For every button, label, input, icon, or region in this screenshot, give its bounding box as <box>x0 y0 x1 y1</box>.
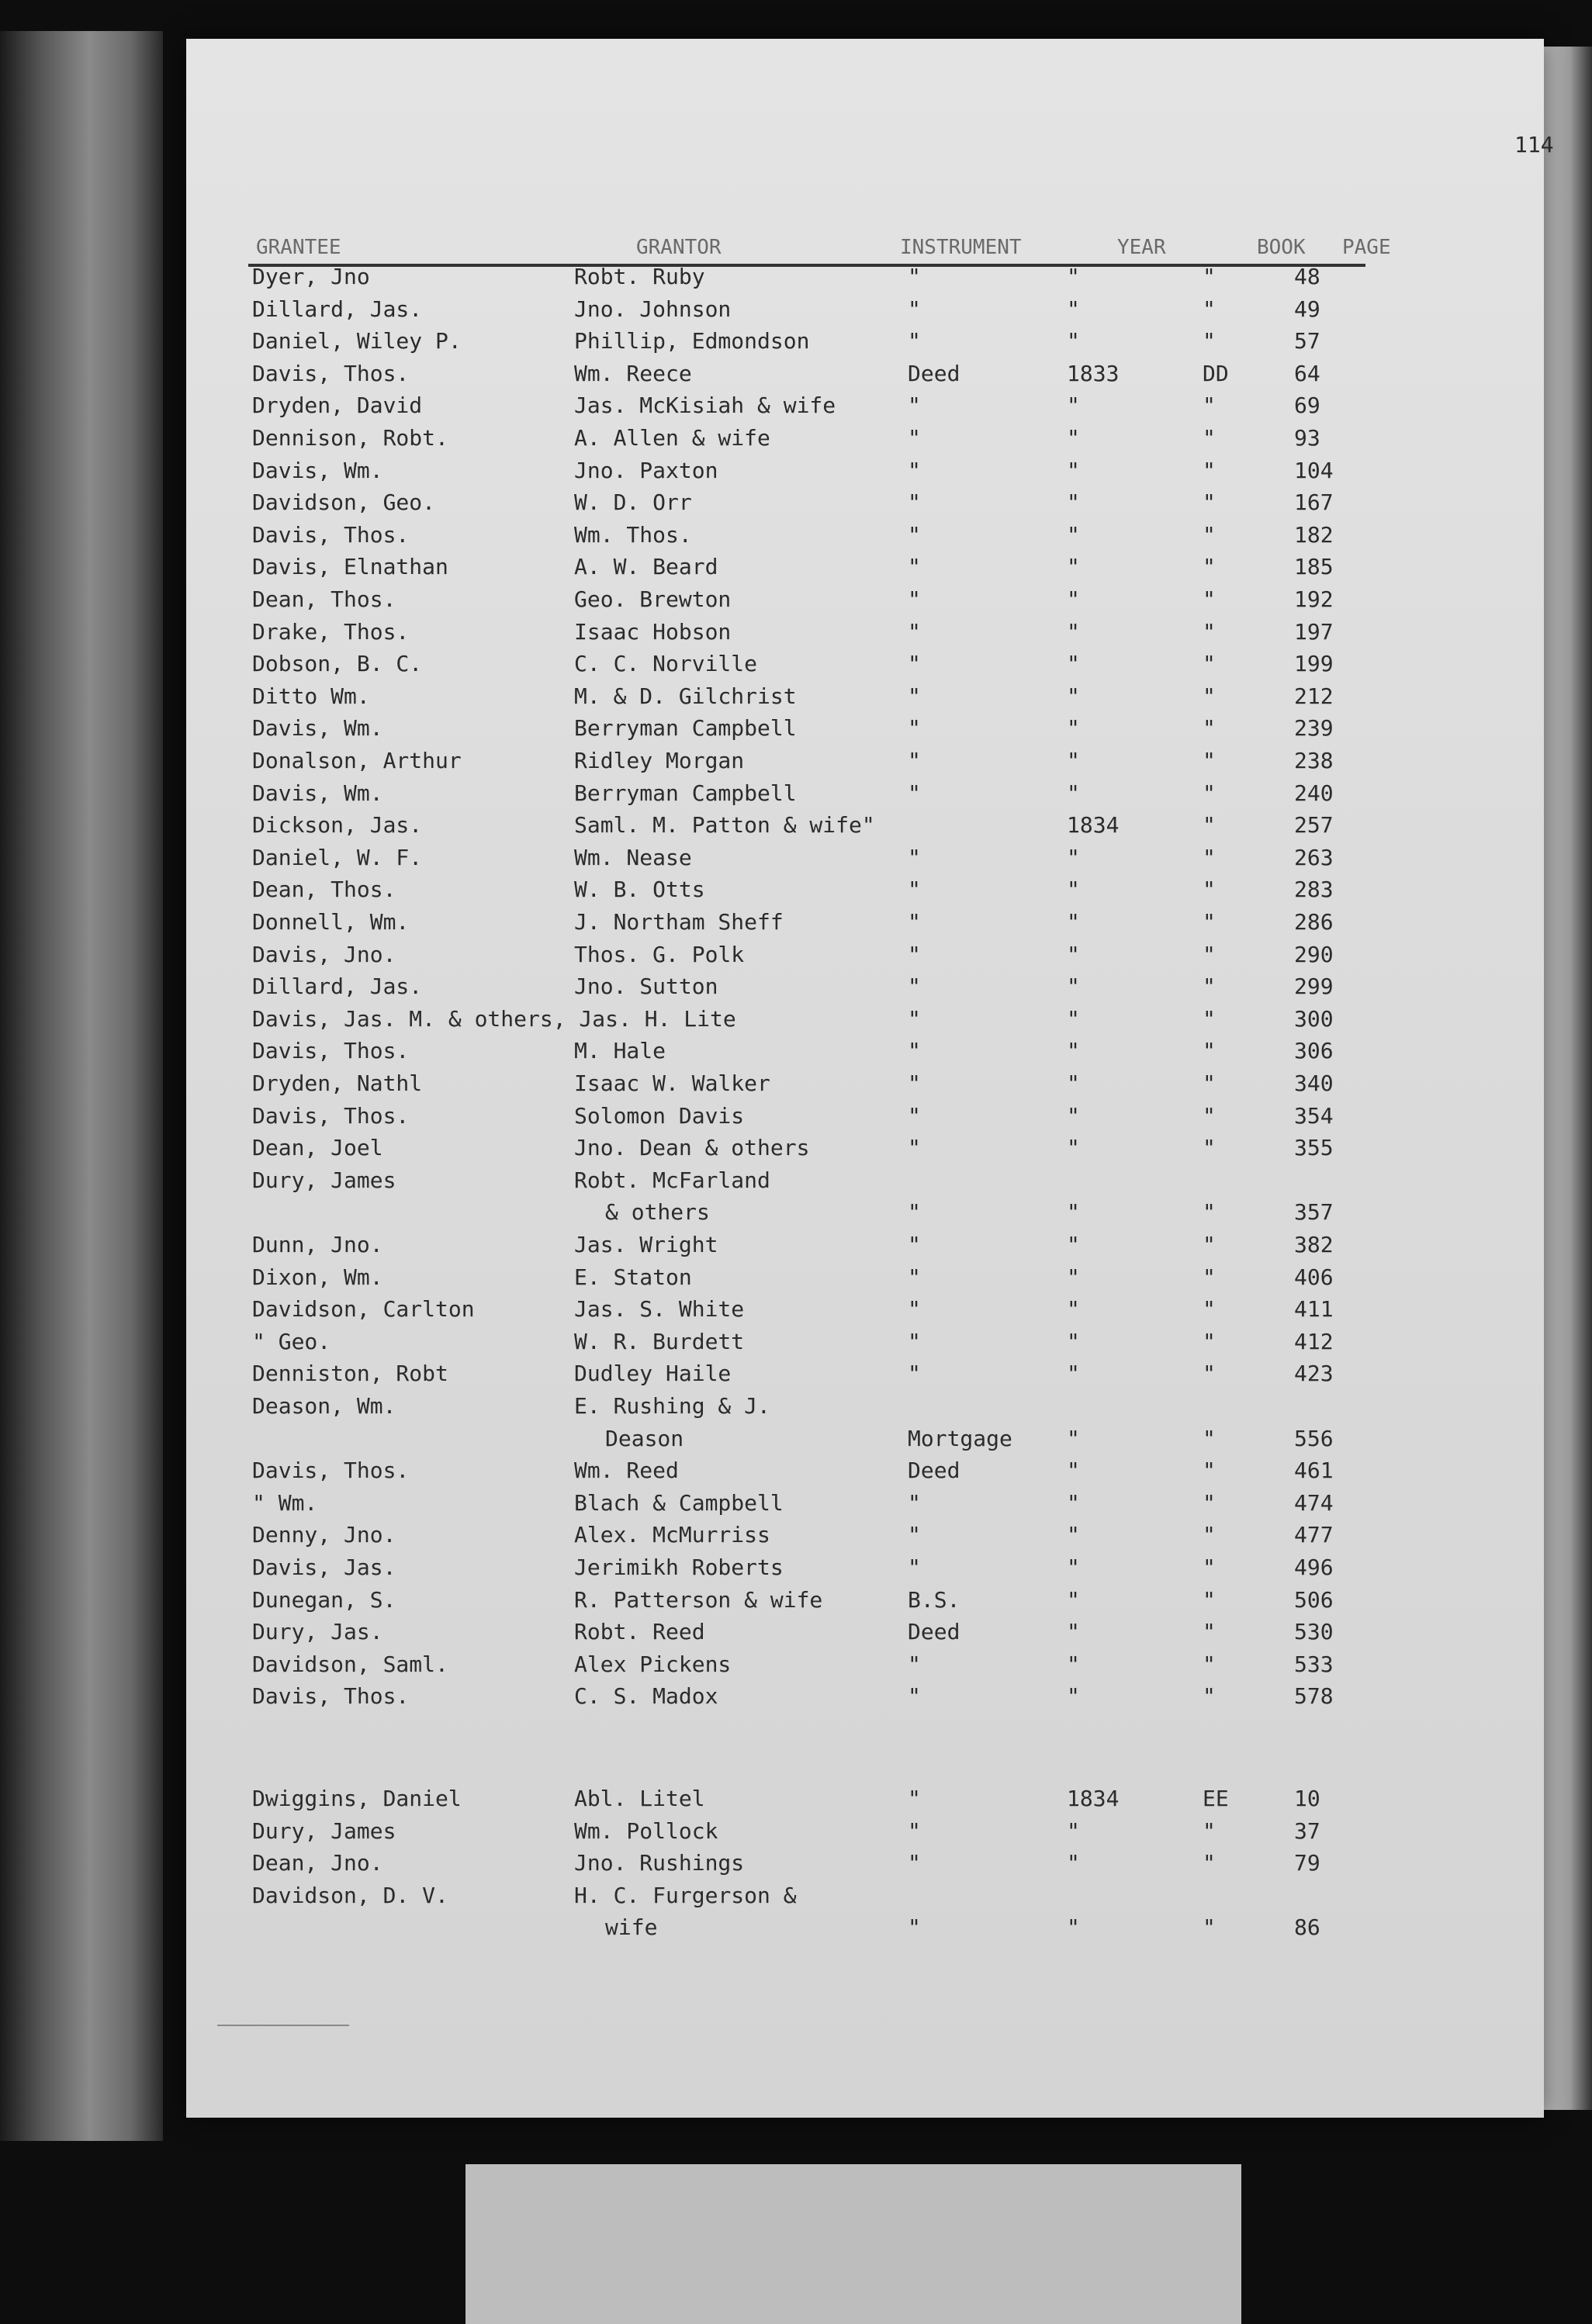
cell-grantor: Geo. Brewton <box>574 586 732 612</box>
cell-book: " <box>1203 844 1216 870</box>
cell-book: " <box>1203 877 1216 903</box>
cell-year: " <box>1067 521 1080 548</box>
cell-grantor: R. Patterson & wife <box>574 1586 823 1613</box>
cell-grantee: Davis, Thos. <box>252 521 410 548</box>
cell-instrument: Deed <box>908 1458 960 1484</box>
cell-grantor: Ridley Morgan <box>574 748 745 773</box>
cell-page: 64 <box>1294 360 1320 386</box>
cell-grantor: & others <box>605 1199 710 1226</box>
cell-page: 306 <box>1294 1038 1334 1064</box>
cell-year: " <box>1067 425 1080 451</box>
cell-instrument: " <box>908 1786 921 1811</box>
cell-page: 239 <box>1294 715 1334 742</box>
cell-grantor: Berryman Campbell <box>574 780 797 806</box>
cell-book: " <box>1203 425 1216 451</box>
cell-page: 197 <box>1294 618 1334 645</box>
cell-year: " <box>1067 1914 1080 1941</box>
cell-year: " <box>1067 1586 1080 1613</box>
cell-page: 299 <box>1294 974 1334 1000</box>
cell-year: " <box>1067 1850 1080 1876</box>
cell-grantor: H. C. Furgerson & <box>574 1882 797 1908</box>
cell-grantor: Jas. McKisiah & wife <box>574 393 836 419</box>
cell-instrument: " <box>908 1683 921 1710</box>
cell-instrument: " <box>908 618 921 645</box>
cell-page: 182 <box>1294 521 1334 548</box>
cell-book: " <box>1203 651 1216 677</box>
cell-instrument: " <box>908 1232 921 1257</box>
cell-grantee: Davis, Elnathan <box>252 554 448 580</box>
cell-grantee: Dennison, Robt. <box>252 425 448 451</box>
cell-page: 185 <box>1294 554 1334 580</box>
cell-page: 382 <box>1294 1232 1334 1257</box>
cell-grantee: Davis, Thos. <box>252 1038 410 1064</box>
cell-instrument: " <box>908 1005 921 1032</box>
cell-instrument: " <box>908 1914 921 1941</box>
cell-year: " <box>1067 1005 1080 1032</box>
cell-grantee: Davis, Thos. <box>252 1458 410 1484</box>
cell-grantor: W. B. Otts <box>574 877 705 903</box>
cell-book: " <box>1203 1264 1216 1290</box>
cell-page: 357 <box>1294 1199 1334 1226</box>
header-year: YEAR <box>1117 236 1166 259</box>
cell-instrument: " <box>908 715 921 742</box>
cell-page: 423 <box>1294 1361 1334 1387</box>
table-header <box>248 236 1391 267</box>
cell-year: " <box>1067 554 1080 580</box>
cell-grantor: M. & D. Gilchrist <box>574 683 797 709</box>
cell-page: 506 <box>1294 1586 1334 1613</box>
header-instrument: INSTRUMENT <box>900 236 1022 259</box>
cell-grantee: Davidson, Geo. <box>252 489 436 516</box>
cell-year: " <box>1067 1199 1080 1226</box>
cell-instrument: " <box>908 941 921 967</box>
cell-grantor: M. Hale <box>574 1038 666 1064</box>
cell-instrument: " <box>908 296 921 322</box>
cell-grantee: Davis, Wm. <box>252 780 383 806</box>
cell-instrument: " <box>908 1361 921 1387</box>
cell-book: " <box>1203 457 1216 483</box>
cell-book: " <box>1203 1425 1216 1451</box>
cell-page: 167 <box>1294 489 1334 516</box>
cell-grantor: Blach & Campbell <box>574 1489 784 1516</box>
cell-grantee: Dean, Joel <box>252 1135 383 1161</box>
page-number: 114 <box>1514 132 1554 157</box>
cell-page: 69 <box>1294 393 1320 419</box>
cell-book: " <box>1203 1199 1216 1226</box>
cell-year: " <box>1067 1651 1080 1677</box>
document-page <box>186 39 1554 2118</box>
cell-grantor: Deason <box>605 1425 684 1451</box>
cell-page: 496 <box>1294 1555 1334 1580</box>
cell-book: " <box>1203 974 1216 1000</box>
cell-book: " <box>1203 618 1216 645</box>
cell-instrument: " <box>908 393 921 419</box>
cell-grantee: Dobson, B. C. <box>252 651 423 677</box>
cell-instrument: " <box>908 844 921 870</box>
cell-instrument: " <box>908 425 921 451</box>
cell-year: " <box>1067 1232 1080 1257</box>
cell-instrument: " <box>908 877 921 903</box>
cell-year: " <box>1067 1264 1080 1290</box>
cell-grantor: E. Rushing & J. <box>574 1393 770 1419</box>
cell-grantor: Isaac Hobson <box>574 618 732 645</box>
cell-year: " <box>1067 1619 1080 1645</box>
cell-page: 86 <box>1294 1914 1320 1941</box>
cell-grantor: A. Allen & wife <box>574 425 770 451</box>
header-book: BOOK <box>1257 236 1306 259</box>
cell-instrument: " <box>908 457 921 483</box>
cell-page: 406 <box>1294 1264 1334 1290</box>
cell-instrument: " <box>908 328 921 354</box>
scanner-background <box>465 2164 1241 2324</box>
cell-grantee: Dean, Thos. <box>252 877 396 903</box>
cell-instrument: Deed <box>908 360 960 386</box>
cell-grantor: C. C. Norville <box>574 651 758 677</box>
cell-book: " <box>1203 715 1216 742</box>
cell-grantee: Drake, Thos. <box>252 618 410 645</box>
cell-year: " <box>1067 586 1080 612</box>
cell-book: " <box>1203 554 1216 580</box>
cell-grantor: Robt. Reed <box>574 1619 705 1645</box>
cell-year: " <box>1067 1296 1080 1323</box>
cell-year: " <box>1067 1102 1080 1129</box>
cell-instrument: " <box>908 1070 921 1096</box>
cell-book: " <box>1203 328 1216 354</box>
cell-year: 1833 <box>1067 360 1120 386</box>
cell-year: " <box>1067 748 1080 773</box>
cell-year: " <box>1067 1135 1080 1161</box>
cell-page: 300 <box>1294 1005 1334 1032</box>
cell-grantor: J. Northam Sheff <box>574 909 784 935</box>
cell-book: " <box>1203 1070 1216 1096</box>
cell-page: 93 <box>1294 425 1320 451</box>
cell-grantor: Jno. Rushings <box>574 1850 745 1876</box>
cell-page: 412 <box>1294 1328 1334 1354</box>
cell-page: 257 <box>1294 812 1334 839</box>
cell-page: 263 <box>1294 844 1334 870</box>
cell-page: 474 <box>1294 1489 1334 1516</box>
cell-book: " <box>1203 1328 1216 1354</box>
cell-instrument: " <box>908 651 921 677</box>
cell-instrument: B.S. <box>908 1586 960 1613</box>
cell-grantee: Davis, Wm. <box>252 715 383 742</box>
cell-grantee: Donalson, Arthur <box>252 748 462 773</box>
cell-grantor: Solomon Davis <box>574 1102 745 1129</box>
cell-book: " <box>1203 1458 1216 1484</box>
cell-page: 354 <box>1294 1102 1334 1129</box>
cell-instrument: " <box>908 264 921 289</box>
cell-grantee: Dunegan, S. <box>252 1586 396 1613</box>
cell-year: " <box>1067 780 1080 806</box>
cell-book: " <box>1203 1361 1216 1387</box>
cell-grantor: Jno. Johnson <box>574 296 732 322</box>
cell-year: " <box>1067 844 1080 870</box>
cell-grantee: Dwiggins, Daniel <box>252 1786 462 1811</box>
cell-grantor: Alex Pickens <box>574 1651 732 1677</box>
cell-grantor: Jno. Sutton <box>574 974 718 1000</box>
cell-grantor: Wm. Reed <box>574 1458 679 1484</box>
cell-year: " <box>1067 941 1080 967</box>
cell-year: " <box>1067 1425 1080 1451</box>
cell-grantee: Dury, James <box>252 1167 396 1193</box>
cell-page: 212 <box>1294 683 1334 709</box>
cell-instrument: " <box>908 1264 921 1290</box>
cell-grantee: Davis, Thos. <box>252 1102 410 1129</box>
cell-page: 199 <box>1294 651 1334 677</box>
cell-year: " <box>1067 1817 1080 1844</box>
cell-grantee: " Geo. <box>252 1328 331 1354</box>
cell-year: " <box>1067 1522 1080 1548</box>
cell-page: 283 <box>1294 877 1334 903</box>
cell-page: 578 <box>1294 1683 1334 1710</box>
cell-grantor: Wm. Nease <box>574 844 692 870</box>
cell-book: " <box>1203 296 1216 322</box>
cell-grantor: A. W. Beard <box>574 554 718 580</box>
cell-grantee: Davis, Jno. <box>252 941 396 967</box>
cell-page: 556 <box>1294 1425 1334 1451</box>
cell-grantor: W. R. Burdett <box>574 1328 745 1354</box>
cell-grantee: Dyer, Jno <box>252 264 370 289</box>
cell-book: " <box>1203 812 1216 839</box>
cell-instrument: " <box>908 748 921 773</box>
header-page: PAGE <box>1342 236 1391 259</box>
cell-book: EE <box>1203 1786 1229 1811</box>
cell-year: 1834 <box>1067 1786 1120 1811</box>
adjacent-page-strip <box>0 31 163 2141</box>
cell-grantor: Robt. McFarland <box>574 1167 770 1193</box>
cell-instrument: " <box>908 1038 921 1064</box>
cell-grantor: W. D. Orr <box>574 489 692 516</box>
cell-grantor: Wm. Reece <box>574 360 692 386</box>
cell-page: 48 <box>1294 264 1320 289</box>
cell-page: 286 <box>1294 909 1334 935</box>
cell-year: " <box>1067 1070 1080 1096</box>
cell-instrument: " <box>908 1651 921 1677</box>
cell-instrument: " <box>908 1817 921 1844</box>
cell-book: " <box>1203 1683 1216 1710</box>
cell-grantor: wife <box>605 1914 658 1941</box>
cell-instrument: " <box>908 586 921 612</box>
cell-book: " <box>1203 1489 1216 1516</box>
cell-page: 79 <box>1294 1850 1320 1876</box>
cell-grantee: Davidson, Carlton <box>252 1296 475 1323</box>
cell-grantee: Daniel, W. F. <box>252 844 423 870</box>
cell-grantor: Dudley Haile <box>574 1361 732 1387</box>
cell-book: " <box>1203 264 1216 289</box>
cell-grantor: Jno. Paxton <box>574 457 718 483</box>
bottom-divider <box>217 2025 349 2026</box>
cell-book: " <box>1203 1005 1216 1032</box>
cell-book: " <box>1203 1232 1216 1257</box>
cell-year: " <box>1067 618 1080 645</box>
cell-book: " <box>1203 1651 1216 1677</box>
cell-book: " <box>1203 1619 1216 1645</box>
cell-book: " <box>1203 1102 1216 1129</box>
cell-grantee: Dickson, Jas. <box>252 812 423 839</box>
cell-grantor: Phillip, Edmondson <box>574 328 810 354</box>
cell-instrument: " <box>908 1489 921 1516</box>
cell-instrument: Deed <box>908 1619 960 1645</box>
cell-year: " <box>1067 1038 1080 1064</box>
header-grantor: GRANTOR <box>636 236 722 259</box>
cell-instrument: Mortgage <box>908 1425 1012 1451</box>
cell-grantee: Donnell, Wm. <box>252 909 410 935</box>
cell-year: " <box>1067 1489 1080 1516</box>
cell-year: " <box>1067 715 1080 742</box>
cell-grantee: Dean, Jno. <box>252 1850 383 1876</box>
cell-grantor: Alex. McMurriss <box>574 1522 770 1548</box>
cell-grantee: Dryden, David <box>252 393 423 419</box>
cell-grantor: Wm. Pollock <box>574 1817 718 1844</box>
cell-page: 240 <box>1294 780 1334 806</box>
cell-instrument: " <box>908 1199 921 1226</box>
cell-year: " <box>1067 296 1080 322</box>
cell-page: 411 <box>1294 1296 1334 1323</box>
cell-page: 49 <box>1294 296 1320 322</box>
cell-grantee: Denniston, Robt <box>252 1361 448 1387</box>
cell-instrument: " <box>908 780 921 806</box>
cell-book: " <box>1203 1296 1216 1323</box>
cell-year: " <box>1067 489 1080 516</box>
cell-grantor: Abl. Litel <box>574 1786 705 1811</box>
cell-year: " <box>1067 1328 1080 1354</box>
cell-year: " <box>1067 909 1080 935</box>
cell-page: 192 <box>1294 586 1334 612</box>
cell-year: " <box>1067 328 1080 354</box>
cell-instrument: " <box>908 1296 921 1323</box>
cell-grantee: Ditto Wm. <box>252 683 370 709</box>
cell-year: " <box>1067 651 1080 677</box>
cell-book: " <box>1203 1817 1216 1844</box>
cell-book: " <box>1203 941 1216 967</box>
cell-page: 10 <box>1294 1786 1320 1811</box>
cell-grantee: Dury, Jas. <box>252 1619 383 1645</box>
cell-grantor: Robt. Ruby <box>574 264 705 289</box>
cell-book: " <box>1203 683 1216 709</box>
cell-instrument: " <box>908 909 921 935</box>
cell-page: 355 <box>1294 1135 1334 1161</box>
cell-instrument: " <box>908 1850 921 1876</box>
cell-grantee: Davidson, D. V. <box>252 1882 448 1908</box>
cell-grantee: Dillard, Jas. <box>252 296 423 322</box>
cell-year: " <box>1067 1361 1080 1387</box>
cell-page: 238 <box>1294 748 1334 773</box>
cell-book: " <box>1203 1914 1216 1941</box>
cell-book: " <box>1203 521 1216 548</box>
cell-grantee: Davis, Thos. <box>252 1683 410 1710</box>
cell-book: " <box>1203 748 1216 773</box>
cell-page: 533 <box>1294 1651 1334 1677</box>
cell-grantee: Dean, Thos. <box>252 586 396 612</box>
cell-year: " <box>1067 1555 1080 1580</box>
page-edge-right <box>1538 47 1592 2110</box>
cell-instrument: " <box>908 1328 921 1354</box>
cell-year: " <box>1067 1683 1080 1710</box>
cell-grantee: Davis, Jas. <box>252 1555 396 1580</box>
cell-book: " <box>1203 489 1216 516</box>
cell-instrument: " <box>908 521 921 548</box>
cell-year: " <box>1067 877 1080 903</box>
cell-grantee: " Wm. <box>252 1489 318 1516</box>
cell-page: 340 <box>1294 1070 1334 1096</box>
cell-grantor: Jerimikh Roberts <box>574 1555 784 1580</box>
cell-year: 1834 <box>1067 812 1120 839</box>
cell-grantor: Isaac W. Walker <box>574 1070 770 1096</box>
cell-grantee: Daniel, Wiley P. <box>252 328 462 354</box>
cell-year: " <box>1067 457 1080 483</box>
cell-book: " <box>1203 1555 1216 1580</box>
cell-grantee: Dillard, Jas. <box>252 974 423 1000</box>
cell-instrument: " <box>908 974 921 1000</box>
cell-grantee: Davis, Thos. <box>252 360 410 386</box>
cell-grantee: Dunn, Jno. <box>252 1232 383 1257</box>
cell-grantee: Denny, Jno. <box>252 1522 396 1548</box>
cell-page: 37 <box>1294 1817 1320 1844</box>
cell-instrument: " <box>908 489 921 516</box>
cell-page: 530 <box>1294 1619 1334 1645</box>
cell-grantor: E. Staton <box>574 1264 692 1290</box>
cell-grantee: Davidson, Saml. <box>252 1651 448 1677</box>
cell-book: " <box>1203 1135 1216 1161</box>
cell-year: " <box>1067 683 1080 709</box>
cell-grantee: Davis, Wm. <box>252 457 383 483</box>
cell-page: 290 <box>1294 941 1334 967</box>
cell-year: " <box>1067 974 1080 1000</box>
cell-year: " <box>1067 264 1080 289</box>
cell-instrument: " <box>908 1555 921 1580</box>
cell-grantor: Jas. S. White <box>574 1296 745 1323</box>
cell-instrument: " <box>908 554 921 580</box>
cell-grantor: Jno. Dean & others <box>574 1135 810 1161</box>
cell-instrument: " <box>908 1135 921 1161</box>
cell-book: " <box>1203 780 1216 806</box>
cell-book: " <box>1203 586 1216 612</box>
cell-instrument: " <box>908 1522 921 1548</box>
cell-grantor: Wm. Thos. <box>574 521 692 548</box>
cell-grantee: Davis, Jas. M. & others, Jas. H. Lite <box>252 1005 736 1032</box>
cell-grantor: C. S. Madox <box>574 1683 718 1710</box>
cell-grantor: Jas. Wright <box>574 1232 718 1257</box>
cell-grantee: Dryden, Nathl <box>252 1070 423 1096</box>
cell-grantor: Saml. M. Patton & wife" <box>574 812 875 839</box>
cell-book: DD <box>1203 360 1229 386</box>
cell-book: " <box>1203 909 1216 935</box>
cell-grantee: Dixon, Wm. <box>252 1264 383 1290</box>
cell-page: 477 <box>1294 1522 1334 1548</box>
cell-book: " <box>1203 1038 1216 1064</box>
cell-page: 104 <box>1294 457 1334 483</box>
cell-book: " <box>1203 393 1216 419</box>
cell-year: " <box>1067 1458 1080 1484</box>
cell-instrument: " <box>908 683 921 709</box>
cell-book: " <box>1203 1522 1216 1548</box>
cell-grantee: Deason, Wm. <box>252 1393 396 1419</box>
cell-instrument: " <box>908 1102 921 1129</box>
cell-book: " <box>1203 1850 1216 1876</box>
cell-book: " <box>1203 1586 1216 1613</box>
cell-page: 57 <box>1294 328 1320 354</box>
cell-grantor: Thos. G. Polk <box>574 941 745 967</box>
cell-grantee: Dury, James <box>252 1817 396 1844</box>
header-grantee: GRANTEE <box>256 236 341 259</box>
cell-year: " <box>1067 393 1080 419</box>
cell-page: 461 <box>1294 1458 1334 1484</box>
cell-grantor: Berryman Campbell <box>574 715 797 742</box>
